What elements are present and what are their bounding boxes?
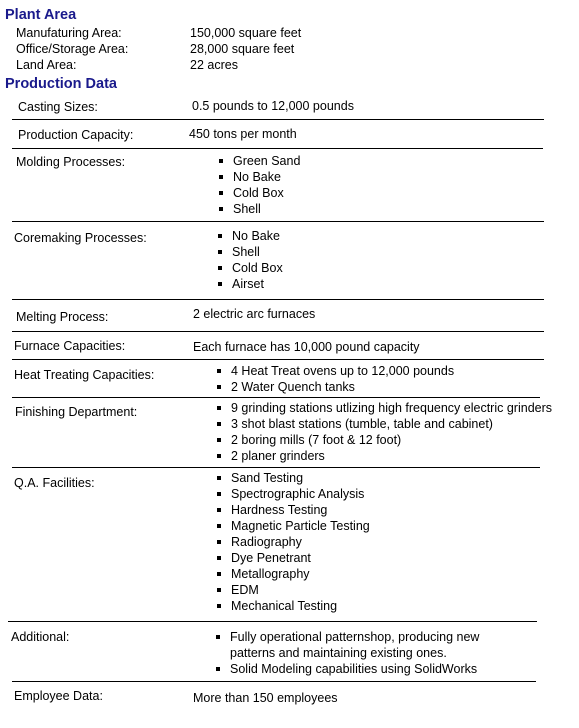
list-item: Magnetic Particle Testing bbox=[215, 518, 370, 534]
list-item: 4 Heat Treat ovens up to 12,000 pounds bbox=[215, 363, 454, 379]
production-capacity-value: 450 tons per month bbox=[189, 127, 297, 141]
list-item: Radiography bbox=[215, 534, 370, 550]
list-item: Fully operational patternshop, producing new bbox=[214, 629, 479, 645]
list-item: 2 planer grinders bbox=[215, 448, 552, 464]
list-item: Spectrographic Analysis bbox=[215, 486, 370, 502]
list-item: EDM bbox=[215, 582, 370, 598]
list-item: 3 shot blast stations (tumble, table and cabinet) bbox=[215, 416, 552, 432]
list-item-continuation: patterns and maintaining existing ones. bbox=[230, 646, 447, 660]
list-item: Cold Box bbox=[217, 185, 300, 201]
employee-data-label: Employee Data: bbox=[14, 689, 103, 703]
heat-treating-capacities-label: Heat Treating Capacities: bbox=[14, 368, 155, 382]
additional-label: Additional: bbox=[11, 630, 70, 644]
list-item: Shell bbox=[216, 244, 283, 260]
list-item: 2 boring mills (7 foot & 12 foot) bbox=[215, 432, 552, 448]
divider bbox=[12, 119, 544, 120]
casting-sizes-label: Casting Sizes: bbox=[18, 100, 98, 114]
divider bbox=[12, 681, 536, 682]
list-item: Mechanical Testing bbox=[215, 598, 370, 614]
divider bbox=[12, 359, 544, 360]
production-data-heading: Production Data bbox=[5, 76, 117, 92]
list-item: Cold Box bbox=[216, 260, 283, 276]
plant-row-label: Office/Storage Area: bbox=[16, 42, 129, 56]
list-item: No Bake bbox=[217, 169, 300, 185]
coremaking-processes-label: Coremaking Processes: bbox=[14, 231, 147, 245]
furnace-capacities-label: Furnace Capacities: bbox=[14, 339, 126, 353]
list-item: Hardness Testing bbox=[215, 502, 370, 518]
employee-data-value: More than 150 employees bbox=[193, 691, 338, 705]
list-item: Airset bbox=[216, 276, 283, 292]
divider bbox=[12, 221, 544, 222]
plant-row-value: 150,000 square feet bbox=[190, 26, 302, 40]
melting-process-value: 2 electric arc furnaces bbox=[193, 307, 316, 321]
list-item: Solid Modeling capabilities using SolidWorks bbox=[214, 661, 479, 677]
finishing-department-list bbox=[215, 400, 552, 464]
melting-process-label: Melting Process: bbox=[16, 310, 109, 324]
casting-sizes-value: 0.5 pounds to 12,000 pounds bbox=[192, 99, 354, 113]
list-item: Green Sand bbox=[217, 153, 300, 169]
plant-row-label: Land Area: bbox=[16, 58, 77, 72]
list-item: No Bake bbox=[216, 228, 283, 244]
qa-facilities-list bbox=[215, 470, 370, 614]
divider bbox=[12, 467, 540, 468]
heat-treating-list bbox=[215, 363, 454, 395]
divider bbox=[12, 299, 544, 300]
finishing-department-label: Finishing Department: bbox=[15, 405, 138, 419]
divider bbox=[12, 331, 544, 332]
plant-area-heading: Plant Area bbox=[5, 7, 77, 23]
divider bbox=[12, 397, 540, 398]
list-item: Metallography bbox=[215, 566, 370, 582]
qa-facilities-label: Q.A. Facilities: bbox=[14, 476, 95, 490]
list-item: Shell bbox=[217, 201, 300, 217]
divider bbox=[8, 621, 537, 622]
furnace-capacities-value: Each furnace has 10,000 pound capacity bbox=[193, 340, 420, 354]
plant-row-value: 22 acres bbox=[190, 58, 238, 72]
production-capacity-label: Production Capacity: bbox=[18, 128, 134, 142]
coremaking-processes-list bbox=[216, 228, 283, 292]
molding-processes-label: Molding Processes: bbox=[16, 155, 126, 169]
additional-list bbox=[214, 629, 479, 677]
list-item: Sand Testing bbox=[215, 470, 370, 486]
plant-row-value: 28,000 square feet bbox=[190, 42, 295, 56]
list-item: Dye Penetrant bbox=[215, 550, 370, 566]
divider bbox=[12, 148, 543, 149]
list-item: 9 grinding stations utlizing high frequency electric grinders bbox=[215, 400, 552, 416]
list-item: 2 Water Quench tanks bbox=[215, 379, 454, 395]
plant-row-label: Manufaturing Area: bbox=[16, 26, 122, 40]
molding-processes-list bbox=[217, 153, 300, 217]
